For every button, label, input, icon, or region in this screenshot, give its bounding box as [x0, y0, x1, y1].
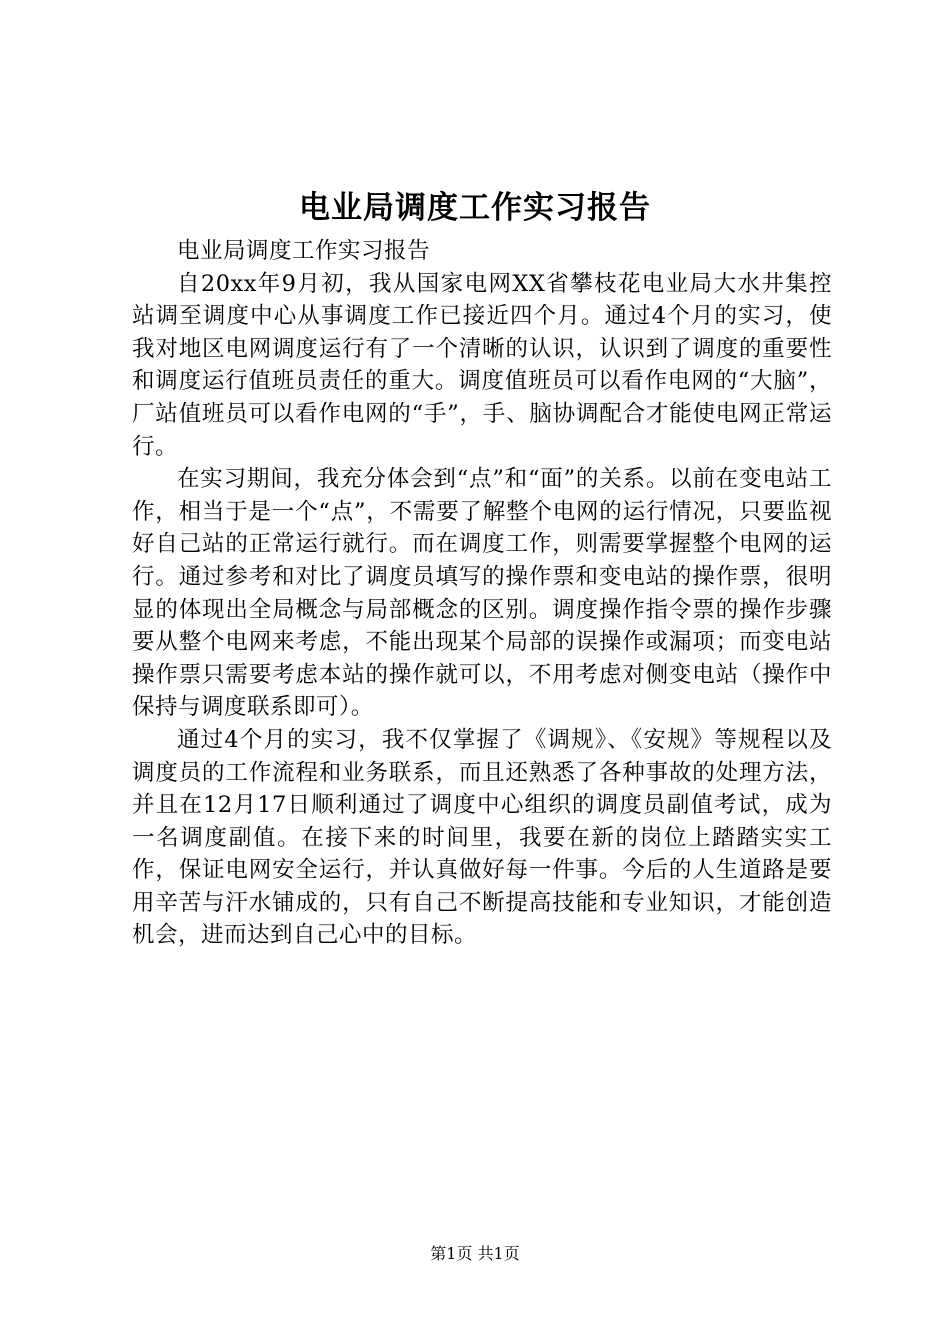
paragraph-3: 通过4个月的实习，我不仅掌握了《调规》、《安规》等规程以及调度员的工作流程和业务联系，而且还熟悉了各种事故的处理方法，并且在12月17日顺利通过了调度中心组织的调度员副值考试，成为一名调度副值。在接下来的时间里，我要在新的岗位上踏踏实实工作，保证电网安全运行，并认真做好每一件事。今后的人生道路是要用辛苦与汗水铺成的，只有自己不断提高技能和专业知识，才能创造机会，进而达到自己心中的目标。	[132, 726, 832, 949]
page-footer: 第1页 共1页	[430, 1244, 520, 1263]
document-body	[132, 235, 832, 952]
document-subtitle: 电业局调度工作实习报告	[177, 238, 431, 264]
paragraph-1: 自20xx年9月初，我从国家电网XX省攀枝花电业局大水井集控站调至调度中心从事调度工作已接近四个月。通过4个月的实习，使我对地区电网调度运行有了一个清晰的认识，认识到了调度的重要性和调度运行值班员责任的重大。调度值班员可以看作电网的“大脑”，厂站值班员可以看作电网的“手”，手、脑协调配合才能使电网正常运行。	[132, 270, 832, 460]
document-title: 电业局调度工作实习报告	[299, 190, 651, 226]
paragraph-2: 在实习期间，我充分体会到“点”和“面”的关系。以前在变电站工作，相当于是一个“点”，不需要了解整个电网的运行情况，只要监视好自己站的正常运行就行。而在调度工作，则需要掌握整个电网的运行。通过参考和对比了调度员填写的操作票和变电站的操作票，很明显的体现出全局概念与局部概念的区别。调度操作指令票的操作步骤要从整个电网来考虑，不能出现某个局部的误操作或漏项；而变电站操作票只需要考虑本站的操作就可以，不用考虑对侧变电站（操作中保持与调度联系即可）。	[132, 466, 832, 721]
